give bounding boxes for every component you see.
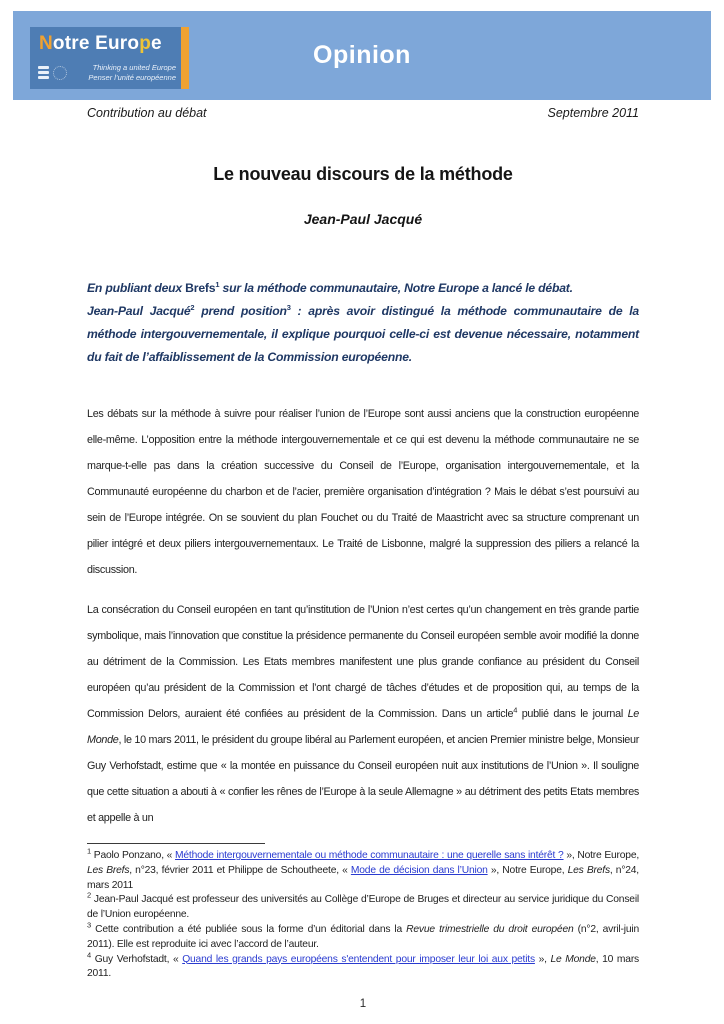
footnote-text (87, 850, 639, 891)
footnote-4 (87, 950, 640, 983)
text-segment: En publiant deux (87, 281, 186, 295)
banner-title: Opinion (313, 41, 411, 69)
date-label: Septembre 2011 (547, 106, 639, 120)
text-segment: », Notre Europe, (487, 864, 568, 876)
text-segment: Les Brefs (87, 864, 130, 876)
meta-row (87, 106, 639, 120)
text-segment: , n°24, mars 2011 (87, 864, 639, 891)
footnote-ref: 4 (513, 705, 518, 715)
footnote-1 (87, 846, 640, 893)
text-segment: , n°23, février 2011 et Philippe de Schoutheete, « (129, 864, 351, 876)
author-name: Jean-Paul Jacqué (303, 211, 423, 227)
text-segment: Cette contribution a été publiée sous la forme d’un éditorial dans la (90, 923, 407, 935)
text-segment: », (534, 953, 551, 965)
text-segment: », Notre Europe, (563, 850, 640, 861)
text-segment: Revue trimestrielle du droit européen (406, 923, 574, 935)
text-segment: Brefs (185, 281, 216, 295)
footnote-number: 4 (87, 950, 91, 960)
hyperlink[interactable]: Méthode intergouvernementale ou méthode communautaire : une querelle sans intérêt ? (175, 850, 564, 861)
text-segment: (n°2, avril-juin 2011). Elle est reproduite ici avec l’accord de l’auteur. (87, 923, 639, 950)
footnote-ref: 2 (190, 302, 195, 312)
footnote-text (87, 954, 639, 980)
text-segment: Les débats sur la méthode à suivre pour réaliser l’union de l’Europe sont aussi anciens que la construction européenne elle-même. L’opposition entre la méthode intergouvernementale et ce qui est devenu la méthode communautaire ne se marque-t-elle pas dans la création successive du Conseil de l’Europe, organisation intergouvernementale, et la Communauté européenne du charbon et de l’acier, première organisation d’intégration ? Mais le débat s’est poursuivi au sein de l’Europe intégrée. On se souvient du plan Fouchet ou du Traité de Maastricht avec sa structure comprenant un pilier intégré et deux piliers intergouvernementaux. Le Traité de Lisbonne, malgré la suppression des piliers a relancé la discussion. (87, 408, 639, 576)
header-banner (13, 11, 711, 100)
text-segment: Guy Verhofstadt, « (90, 953, 183, 965)
footnote-3 (87, 920, 639, 953)
footnote-2 (87, 890, 639, 923)
footnote-text (87, 894, 639, 920)
footnote-ref: 1 (215, 279, 220, 289)
text-segment: publié dans le journal (517, 708, 628, 720)
intro-body (87, 300, 639, 369)
footnote-separator (87, 843, 265, 844)
hyperlink[interactable]: Mode de décision dans l’Union (350, 864, 488, 876)
paragraph-2 (87, 597, 639, 831)
paragraph-1 (87, 401, 639, 583)
page-title: Le nouveau discours de la méthode (213, 164, 513, 184)
logo-letters: otre Euro (52, 33, 140, 54)
footnote-number: 1 (87, 846, 91, 856)
text-segment: Paolo Ponzano, « (90, 850, 176, 861)
text-segment: , le 10 mars 2011, le président du groupe libéral au Parlement européen, et ancien Premier ministre belge, Monsieur Guy Verhofstadt, estime que « la montée en puissance du Conseil européen nuit aux institutions de l’Union ». Il souligne que cette situation a abouti à « confier les rênes de l’Europe à la seule Allemagne » au détriment des petits Etats membres et appelle à un (87, 734, 639, 824)
text-segment: : après avoir distingué la méthode communautaire de la méthode intergouvernementale, il explique pourquoi celle-ci est devenue nécessaire, notamment du fait de l’affaiblissement de la Commission européenne. (87, 304, 640, 364)
footnote-number: 2 (87, 890, 91, 900)
intro-abstract (87, 277, 639, 369)
footnote-number: 3 (87, 920, 91, 930)
text-segment: Les Brefs (567, 864, 610, 876)
footnote-ref: 3 (286, 302, 291, 312)
hyperlink[interactable]: Quand les grands pays européens s'entendent pour imposer leur loi aux petits (182, 953, 535, 965)
logo-letter: e (151, 33, 162, 54)
logo-letter: p (139, 33, 151, 54)
logo-tagline-en: Thinking a united Europe (92, 63, 176, 72)
page-content (87, 100, 639, 1010)
text-segment: Le Monde (550, 953, 596, 965)
series-label: Contribution au débat (87, 106, 207, 120)
logo-letter: N (39, 33, 53, 54)
text-segment: prend position (194, 304, 287, 318)
text-segment: sur la méthode communautaire, Notre Europe a lancé le débat. (219, 281, 573, 295)
text-segment: Jean-Paul Jacqué (87, 304, 191, 318)
footnote-text (87, 924, 639, 950)
page-number: 1 (359, 998, 367, 1011)
footnotes-section (87, 846, 640, 982)
text-segment: Jean-Paul Jacqué est professeur des universités au Collège d’Europe de Bruges et directeur au service juridique du Conseil de l’Union européenne. (87, 894, 639, 921)
text-segment: Le Monde (87, 708, 639, 746)
intro-line-1 (87, 277, 639, 300)
text-segment: , 10 mars 2011. (87, 953, 640, 980)
logo-tagline-fr: Penser l’unité européenne (88, 72, 176, 82)
text-segment: La consécration du Conseil européen en tant qu’institution de l’Union n’est certes qu’un changement en très grande partie symbolique, mais l’innovation que constitue la présidence permanente du Conseil européen semble avoir modifié la donne au détriment de la Commission. Les Etats membres manifestent une plus grande confiance au président du Conseil européen qu’au président de la Commission et l’ont chargé de tâches d’études et de proposition qui, au temps de la Commission Delors, auraient été confiées au président de la Commission. Dans un article (87, 604, 639, 720)
